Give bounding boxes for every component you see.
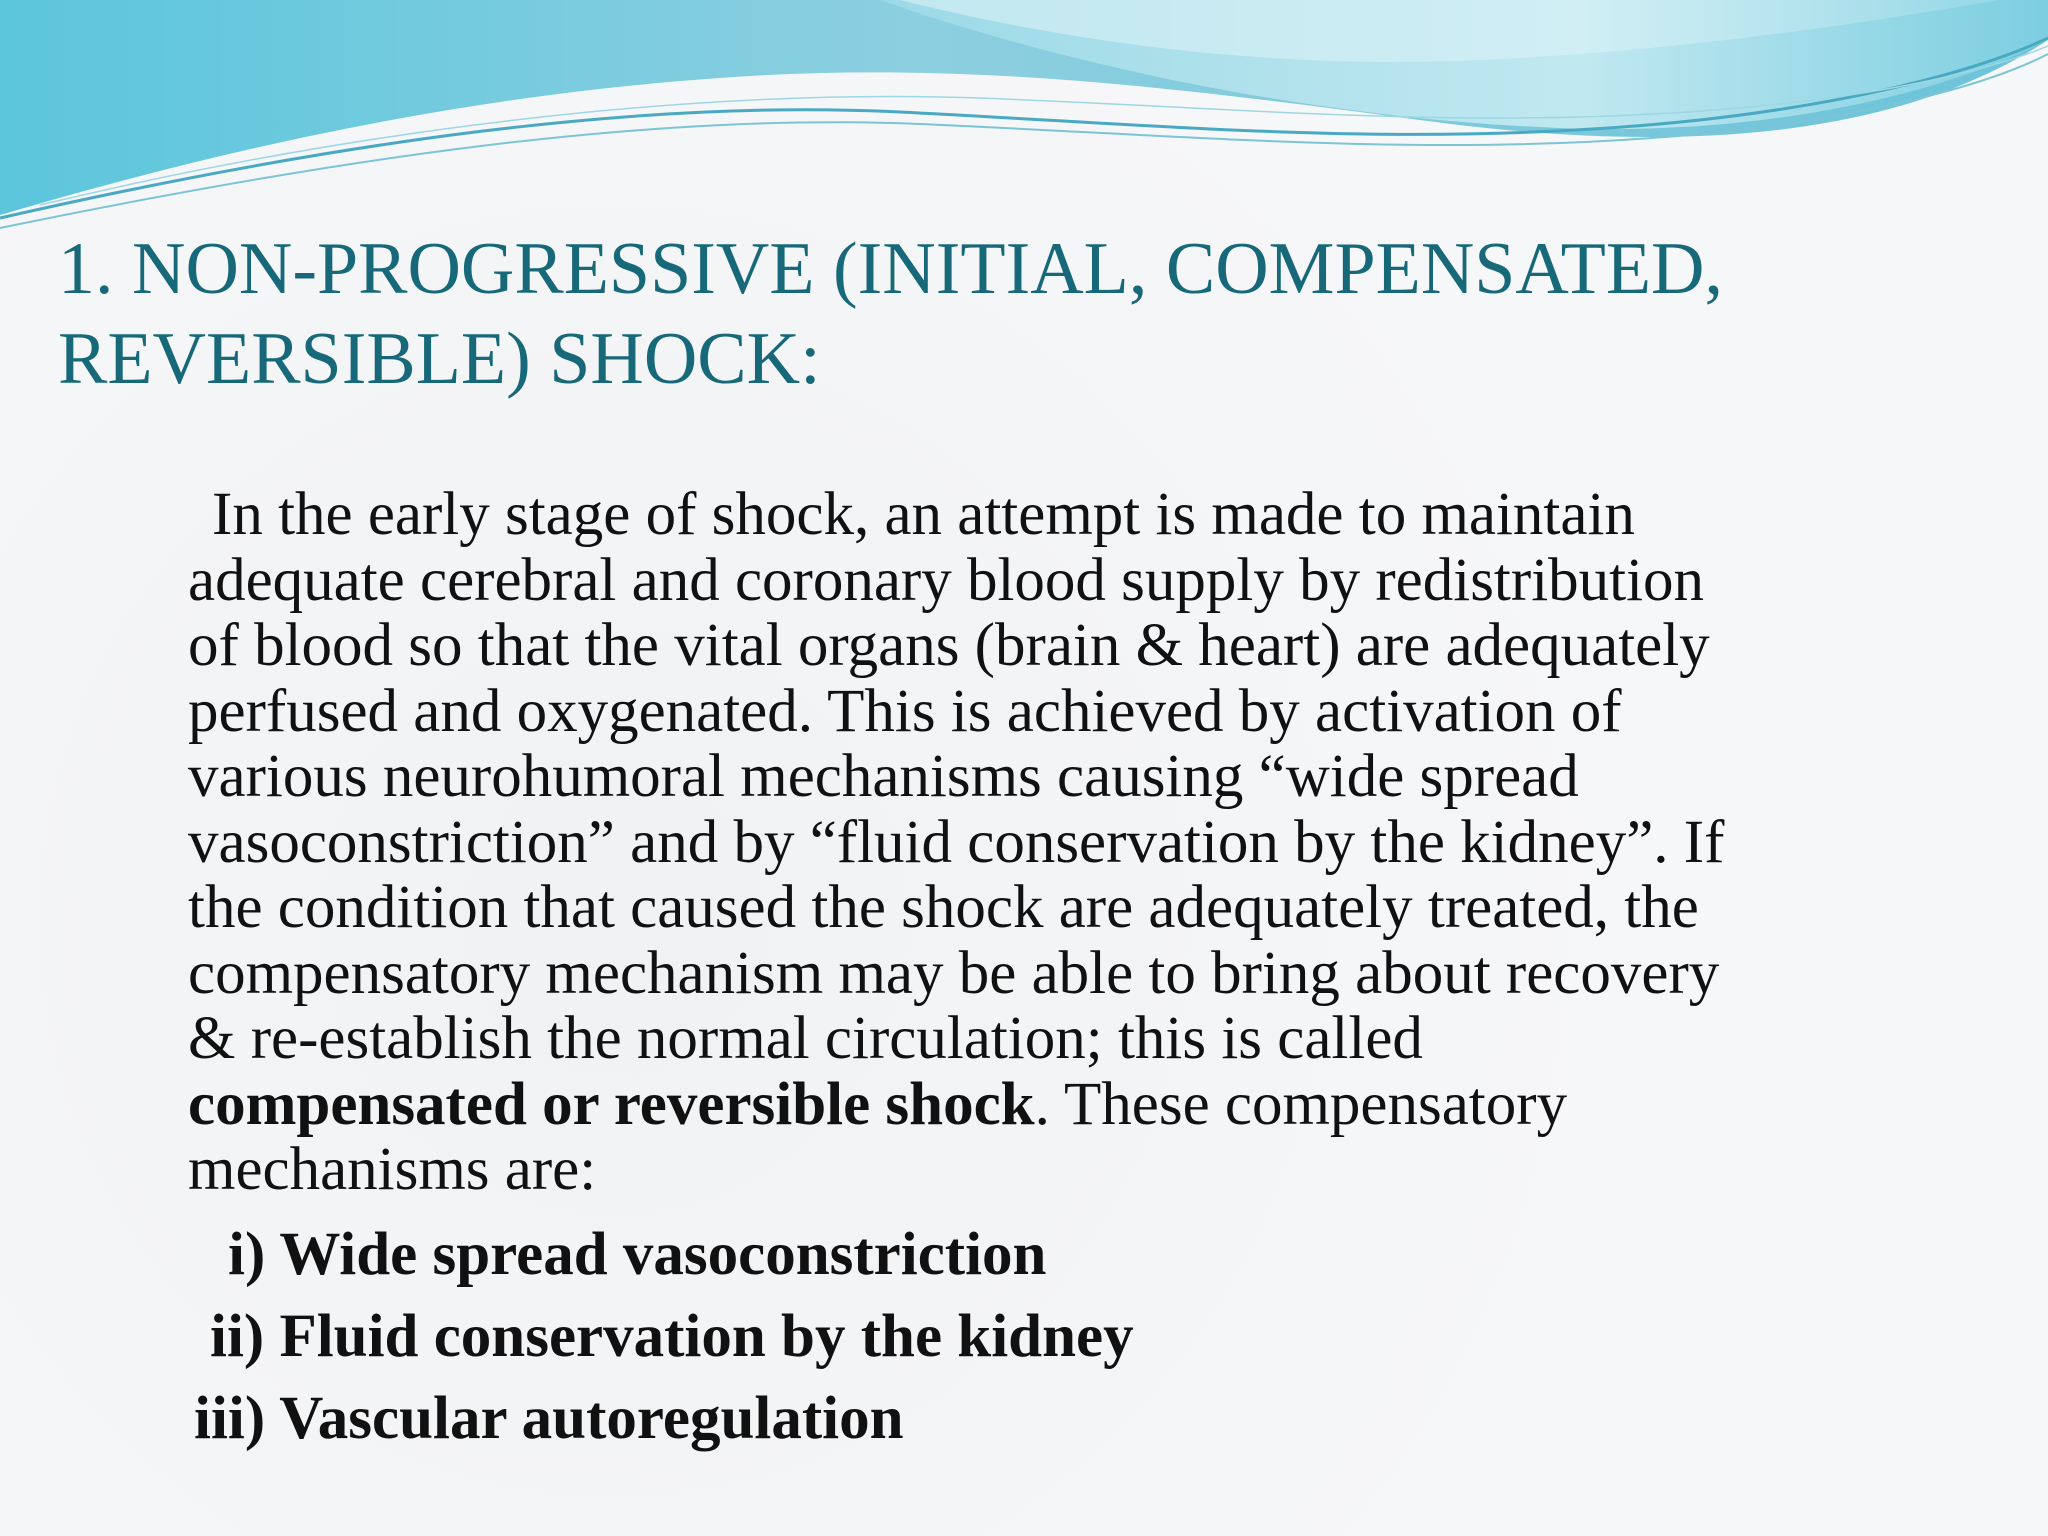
body-line-emphasis bbox=[188, 1072, 1948, 1138]
slide-title-line-2: REVERSIBLE) SHOCK: bbox=[58, 318, 821, 400]
mechanism-item: ii) Fluid conservation by the kidney bbox=[210, 1303, 1134, 1370]
slide-title-line-1: 1. NON-PROGRESSIVE (INITIAL, COMPENSATED, bbox=[58, 228, 1723, 310]
body-line: mechanisms are: bbox=[188, 1136, 597, 1203]
body-line: perfused and oxygenated. This is achieved by activation of bbox=[188, 677, 1622, 745]
body-line: various neurohumoral mechanisms causing “wide spread bbox=[188, 743, 1579, 810]
slide-title bbox=[58, 224, 1998, 404]
body-line: compensatory mechanism may be able to bring about recovery bbox=[188, 939, 1720, 1007]
wave-banner-decoration bbox=[0, 0, 2048, 240]
body-line: In the early stage of shock, an attempt is made to maintain bbox=[212, 481, 1635, 548]
mechanisms-list bbox=[188, 1214, 1588, 1460]
mechanism-item: i) Wide spread vasoconstriction bbox=[228, 1221, 1047, 1288]
body-line: adequate cerebral and coronary blood supply by redistribution bbox=[188, 546, 1705, 614]
body-paragraph bbox=[188, 482, 1948, 1203]
body-line: of blood so that the vital organs (brain & heart) are adequately bbox=[188, 612, 1710, 679]
body-line: & re-establish the normal circulation; this is called bbox=[188, 1005, 1423, 1072]
after-emphasis-text: . These compensatory bbox=[1034, 1070, 1568, 1138]
emphasis-text: compensated or reversible shock bbox=[188, 1070, 1035, 1138]
mechanism-item: iii) Vascular autoregulation bbox=[194, 1385, 904, 1452]
body-line: the condition that caused the shock are adequately treated, the bbox=[188, 874, 1699, 941]
body-line: vasoconstriction” and by “fluid conservation by the kidney”. If bbox=[188, 808, 1725, 876]
